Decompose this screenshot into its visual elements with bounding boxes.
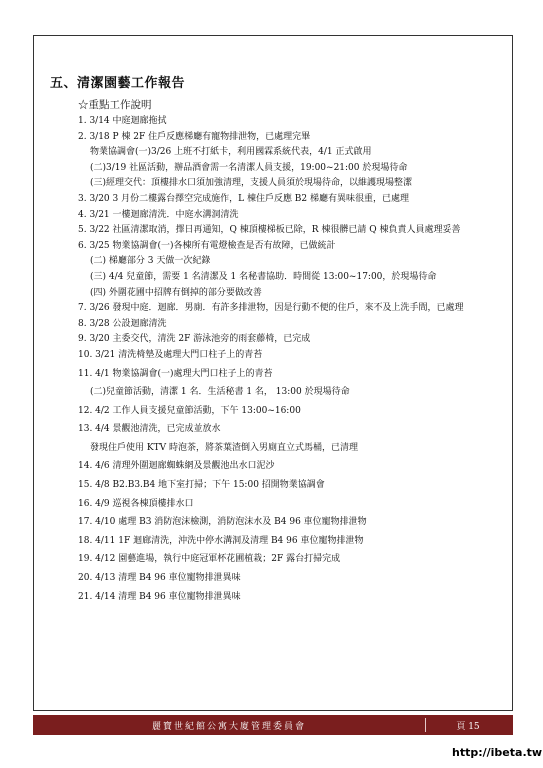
- report-line: 4. 3/21 一樓迴廊清洗．中庭水溝洞清洗: [78, 209, 239, 220]
- report-line: 13. 4/4 景觀池清洗，已完成並放水: [78, 424, 221, 435]
- report-line: (二)3/19 社區活動，辦品酒會需一名清潔人員支援，19:00~21:00 於現場待命: [90, 162, 408, 173]
- report-line: (三) 4/4 兒童節，需要 1 名清潔及 1 名秘書協助．時間從 13:00~17:00，於現場待命: [90, 271, 437, 282]
- report-line: 21. 4/14 清理 B4 96 車位寵物排泄異味: [78, 591, 241, 602]
- report-line: 16. 4/9 巡視各棟頂樓排水口: [78, 498, 194, 509]
- watermark: http://ibeta.tw: [452, 746, 543, 759]
- report-line: 19. 4/12 園藝進場，執行中庭冠軍杯花圃植栽；2F 露台打掃完成: [78, 554, 341, 565]
- report-line: 18. 4/11 1F 迴廊清洗，沖洗中停水溝洞及清理 B4 96 車位寵物排泄物: [78, 535, 364, 546]
- report-line: 1. 3/14 中庭迴廊拖拭: [78, 116, 167, 126]
- report-line: 15. 4/8 B2.B3.B4 地下室打掃；下午 15:00 招開物業協調會: [78, 480, 325, 491]
- report-lines: [78, 114, 508, 605]
- report-line: (二)兒童節活動，清潔 1 名．生活秘書 1 名， 13:00 於現場待命: [90, 387, 350, 398]
- report-line: (四) 外圍花圃中招牌有倒掉的部分要做改善: [90, 287, 262, 298]
- report-line: 8. 3/28 公設迴廊清洗: [78, 318, 167, 329]
- report-line: 9. 3/20 主委交代，清洗 2F 游泳池旁的雨套藤椅，已完成: [78, 334, 311, 345]
- sub-title: ☆重點工作說明: [78, 99, 152, 111]
- report-line: 物業協調會(一)3/26 上班不打紙卡，利用國霖系統代表，4/1 正式啟用: [90, 147, 372, 158]
- footer-divider: [425, 718, 426, 732]
- report-line: 11. 4/1 物業協調會(一)處理大門口柱子上的青苔: [78, 368, 273, 379]
- report-line: 17. 4/10 處理 B3 消防泡沫檢測，消防泡沫水及 B4 96 車位寵物排泄物: [78, 517, 367, 528]
- report-line: 2. 3/18 P 棟 2F 住戶反應梯廳有寵物排泄物，已處理完畢: [78, 131, 311, 142]
- report-line: 6. 3/25 物業協調會(一)各棟所有電燈檢查是否有故障，已做統計: [78, 240, 336, 251]
- report-line: 10. 3/21 清洗椅墊及處理大門口柱子上的青苔: [78, 349, 263, 360]
- report-line: (二) 梯廳部分 3 天做一次紀錄: [90, 256, 211, 267]
- report-line: 發現住戶使用 KTV 時泡茶，將茶葉渣倒入男廁直立式馬桶，已清理: [90, 442, 358, 453]
- page-number: 頁 15: [456, 721, 480, 732]
- report-line: 3. 3/20 3 月份二樓露台擇空完成施作，L 棟住戶反應 B2 梯廳有異味很重，已處理: [78, 193, 410, 204]
- footer-bar: [33, 715, 513, 735]
- report-line: 5. 3/22 社區清潔取消，擇日再通知，Q 棟頂樓梯板已除，R 棟很髒已請 Q 棟負責人員處理妥善: [78, 225, 461, 236]
- report-line: (三)經理交代：頂樓排水口須加強清理，支援人員須於現場待命，以維護現場整潔: [90, 178, 413, 189]
- report-line: 7. 3/26 發現中庭．迴廊．男廁．有許多排泄物，因是行動不便的住戶，來不及上洗手間，已處理: [78, 303, 464, 314]
- footer-organization: 麗寶世紀館公寓大廈管理委員會: [151, 721, 306, 732]
- report-line: 20. 4/13 清理 B4 96 車位寵物排泄異味: [78, 573, 241, 584]
- report-line: 12. 4/2 工作人員支援兒童節活動，下午 13:00~16:00: [78, 405, 301, 416]
- report-line: 14. 4/6 清理外圍迴廊蜘蛛網及景觀池出水口泥沙: [78, 461, 275, 472]
- section-title: 五、清潔園藝工作報告: [50, 76, 186, 91]
